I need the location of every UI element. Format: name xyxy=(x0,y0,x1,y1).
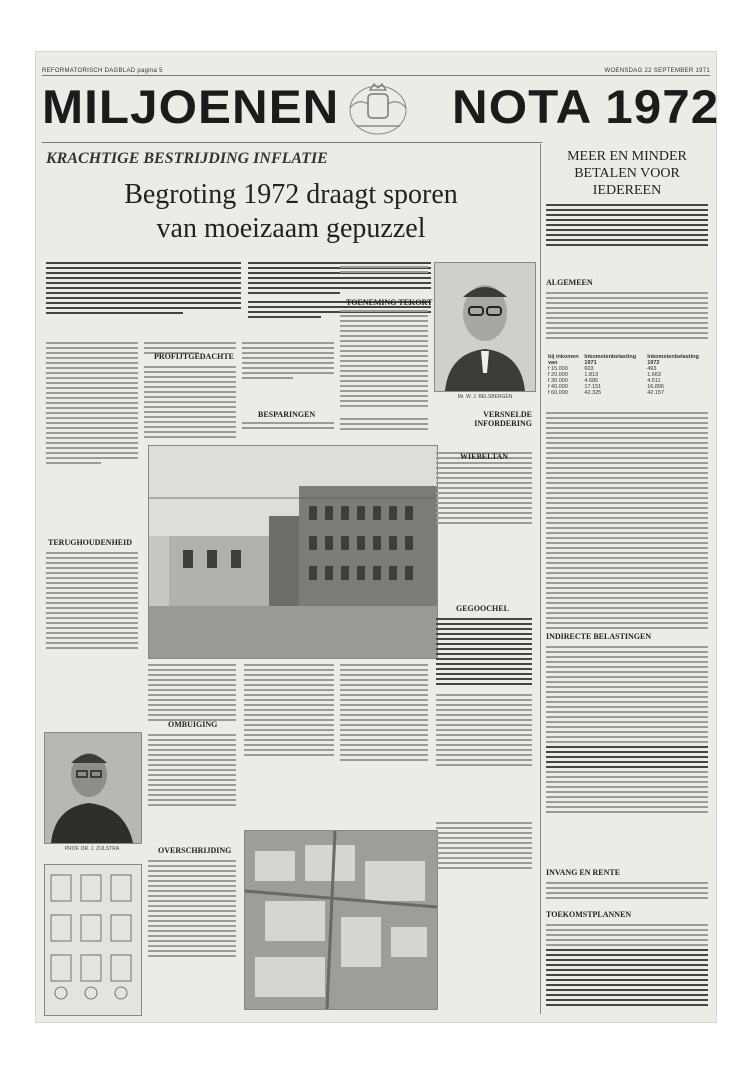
table-cell: 1.813 xyxy=(584,372,599,378)
table-cell: 42.157 xyxy=(647,390,665,396)
table-cell: f 30.000 xyxy=(548,378,568,384)
sidebar-lead xyxy=(546,204,708,274)
table-cell: f 60.000 xyxy=(548,390,568,396)
table-cell: 4.685 xyxy=(584,378,599,384)
income-tax-table xyxy=(546,354,708,396)
section-head-toeneming-tekort: TOENEMING TEKORT xyxy=(346,298,433,307)
masthead-right: NOTA 1972 xyxy=(452,80,720,133)
kicker: KRACHTIGE BESTRIJDING INFLATIE xyxy=(46,150,328,167)
table-header: Inkomstenbelasting 1971 xyxy=(584,354,637,366)
section-head-terughoudendheid: TERUGHOUDENHEID xyxy=(48,538,133,547)
section-head-gegoochel: GEGOOCHEL xyxy=(456,604,509,613)
photo-caption-zijlstra: PROF. DR. J. ZIJLSTRA xyxy=(64,846,120,852)
sidebar-body-5 xyxy=(546,924,708,1012)
body-column-4c xyxy=(340,418,428,438)
table-cell: 1.663 xyxy=(647,372,661,378)
table-header: Inkomstenbelasting 1972 xyxy=(647,354,699,366)
masthead-rule xyxy=(42,142,542,143)
body-column-1 xyxy=(46,342,138,542)
portrait-photo-belsbergen xyxy=(434,262,536,392)
headline-line1: Begroting 1972 draagt sporen xyxy=(124,179,458,210)
body-column-6b xyxy=(436,618,532,808)
body-column-4 xyxy=(340,266,428,286)
body-column-7c xyxy=(148,860,236,1010)
table-cell: 42.325 xyxy=(584,390,602,396)
portrait-photo-zijlstra xyxy=(44,732,142,844)
table-cell: 17.151 xyxy=(584,384,602,390)
table-cell: 493 xyxy=(647,366,657,372)
lead-paragraph xyxy=(46,262,241,332)
newspaper-page xyxy=(36,52,720,1022)
sidebar-title: MEER EN MINDER BETALEN VOOR IEDEREEN xyxy=(567,149,687,198)
coat-of-arms-icon xyxy=(338,78,418,140)
section-head-besparingen: BESPARINGEN xyxy=(258,410,316,419)
table-cell: f 15.000 xyxy=(548,366,568,372)
section-head-versnelde: VERSNELDE INFORDERING xyxy=(474,410,532,428)
sidebar-section-toekomst: TOEKOMSTPLANNEN xyxy=(546,910,632,919)
building-photo xyxy=(148,445,438,659)
cartoon-illustration xyxy=(44,864,142,1016)
sidebar-body-2 xyxy=(546,412,708,632)
body-column-8 xyxy=(244,664,334,824)
table-cell: f 40.000 xyxy=(548,384,568,390)
section-head-profijtgedachte: PROFIJTGEDACHTE xyxy=(154,352,235,361)
table-row xyxy=(546,390,708,396)
table-cell: 4.511 xyxy=(647,378,661,384)
sidebar-section-invang: INVANG EN RENTE xyxy=(546,868,621,877)
sidebar-divider xyxy=(540,144,541,1014)
sidebar-body-4 xyxy=(546,882,708,912)
photo-caption-belsbergen: Mr. W. J. BELSBERGEN xyxy=(457,394,513,400)
section-head-ombuiging: OMBUIGING xyxy=(168,720,218,729)
header-right-label: WOENSDAG 22 SEPTEMBER 1971 xyxy=(604,68,710,74)
body-column-1b xyxy=(46,552,138,732)
body-column-4b xyxy=(340,310,428,410)
sidebar-algemeen-body xyxy=(546,292,708,352)
body-column-3 xyxy=(242,342,334,402)
body-column-5 xyxy=(340,664,428,774)
sidebar-section-indirecte: INDIRECTE BELASTINGEN xyxy=(546,632,652,641)
body-column-9 xyxy=(436,822,532,1008)
sidebar-body-3 xyxy=(546,646,708,876)
body-column-7b xyxy=(148,734,236,844)
header-rule xyxy=(42,75,710,76)
sidebar-section-algemeen: ALGEMEEN xyxy=(546,278,593,287)
header-left-label: REFORMATORISCH DAGBLAD pagina 5 xyxy=(42,68,163,74)
table-cell: 603 xyxy=(584,366,594,372)
headline-line2: van moeizaam gepuzzel xyxy=(156,213,426,244)
aerial-photo xyxy=(244,830,438,1010)
table-cell: f 20.000 xyxy=(548,372,568,378)
masthead-left: MILJOENEN xyxy=(42,80,340,133)
table-header: bij inkomen van xyxy=(548,354,579,366)
table-cell: 16.896 xyxy=(647,384,665,390)
section-head-overschrijding: OVERSCHRIJDING xyxy=(158,846,232,855)
section-head-wiebeltan: WIEBELTAN xyxy=(460,452,509,461)
